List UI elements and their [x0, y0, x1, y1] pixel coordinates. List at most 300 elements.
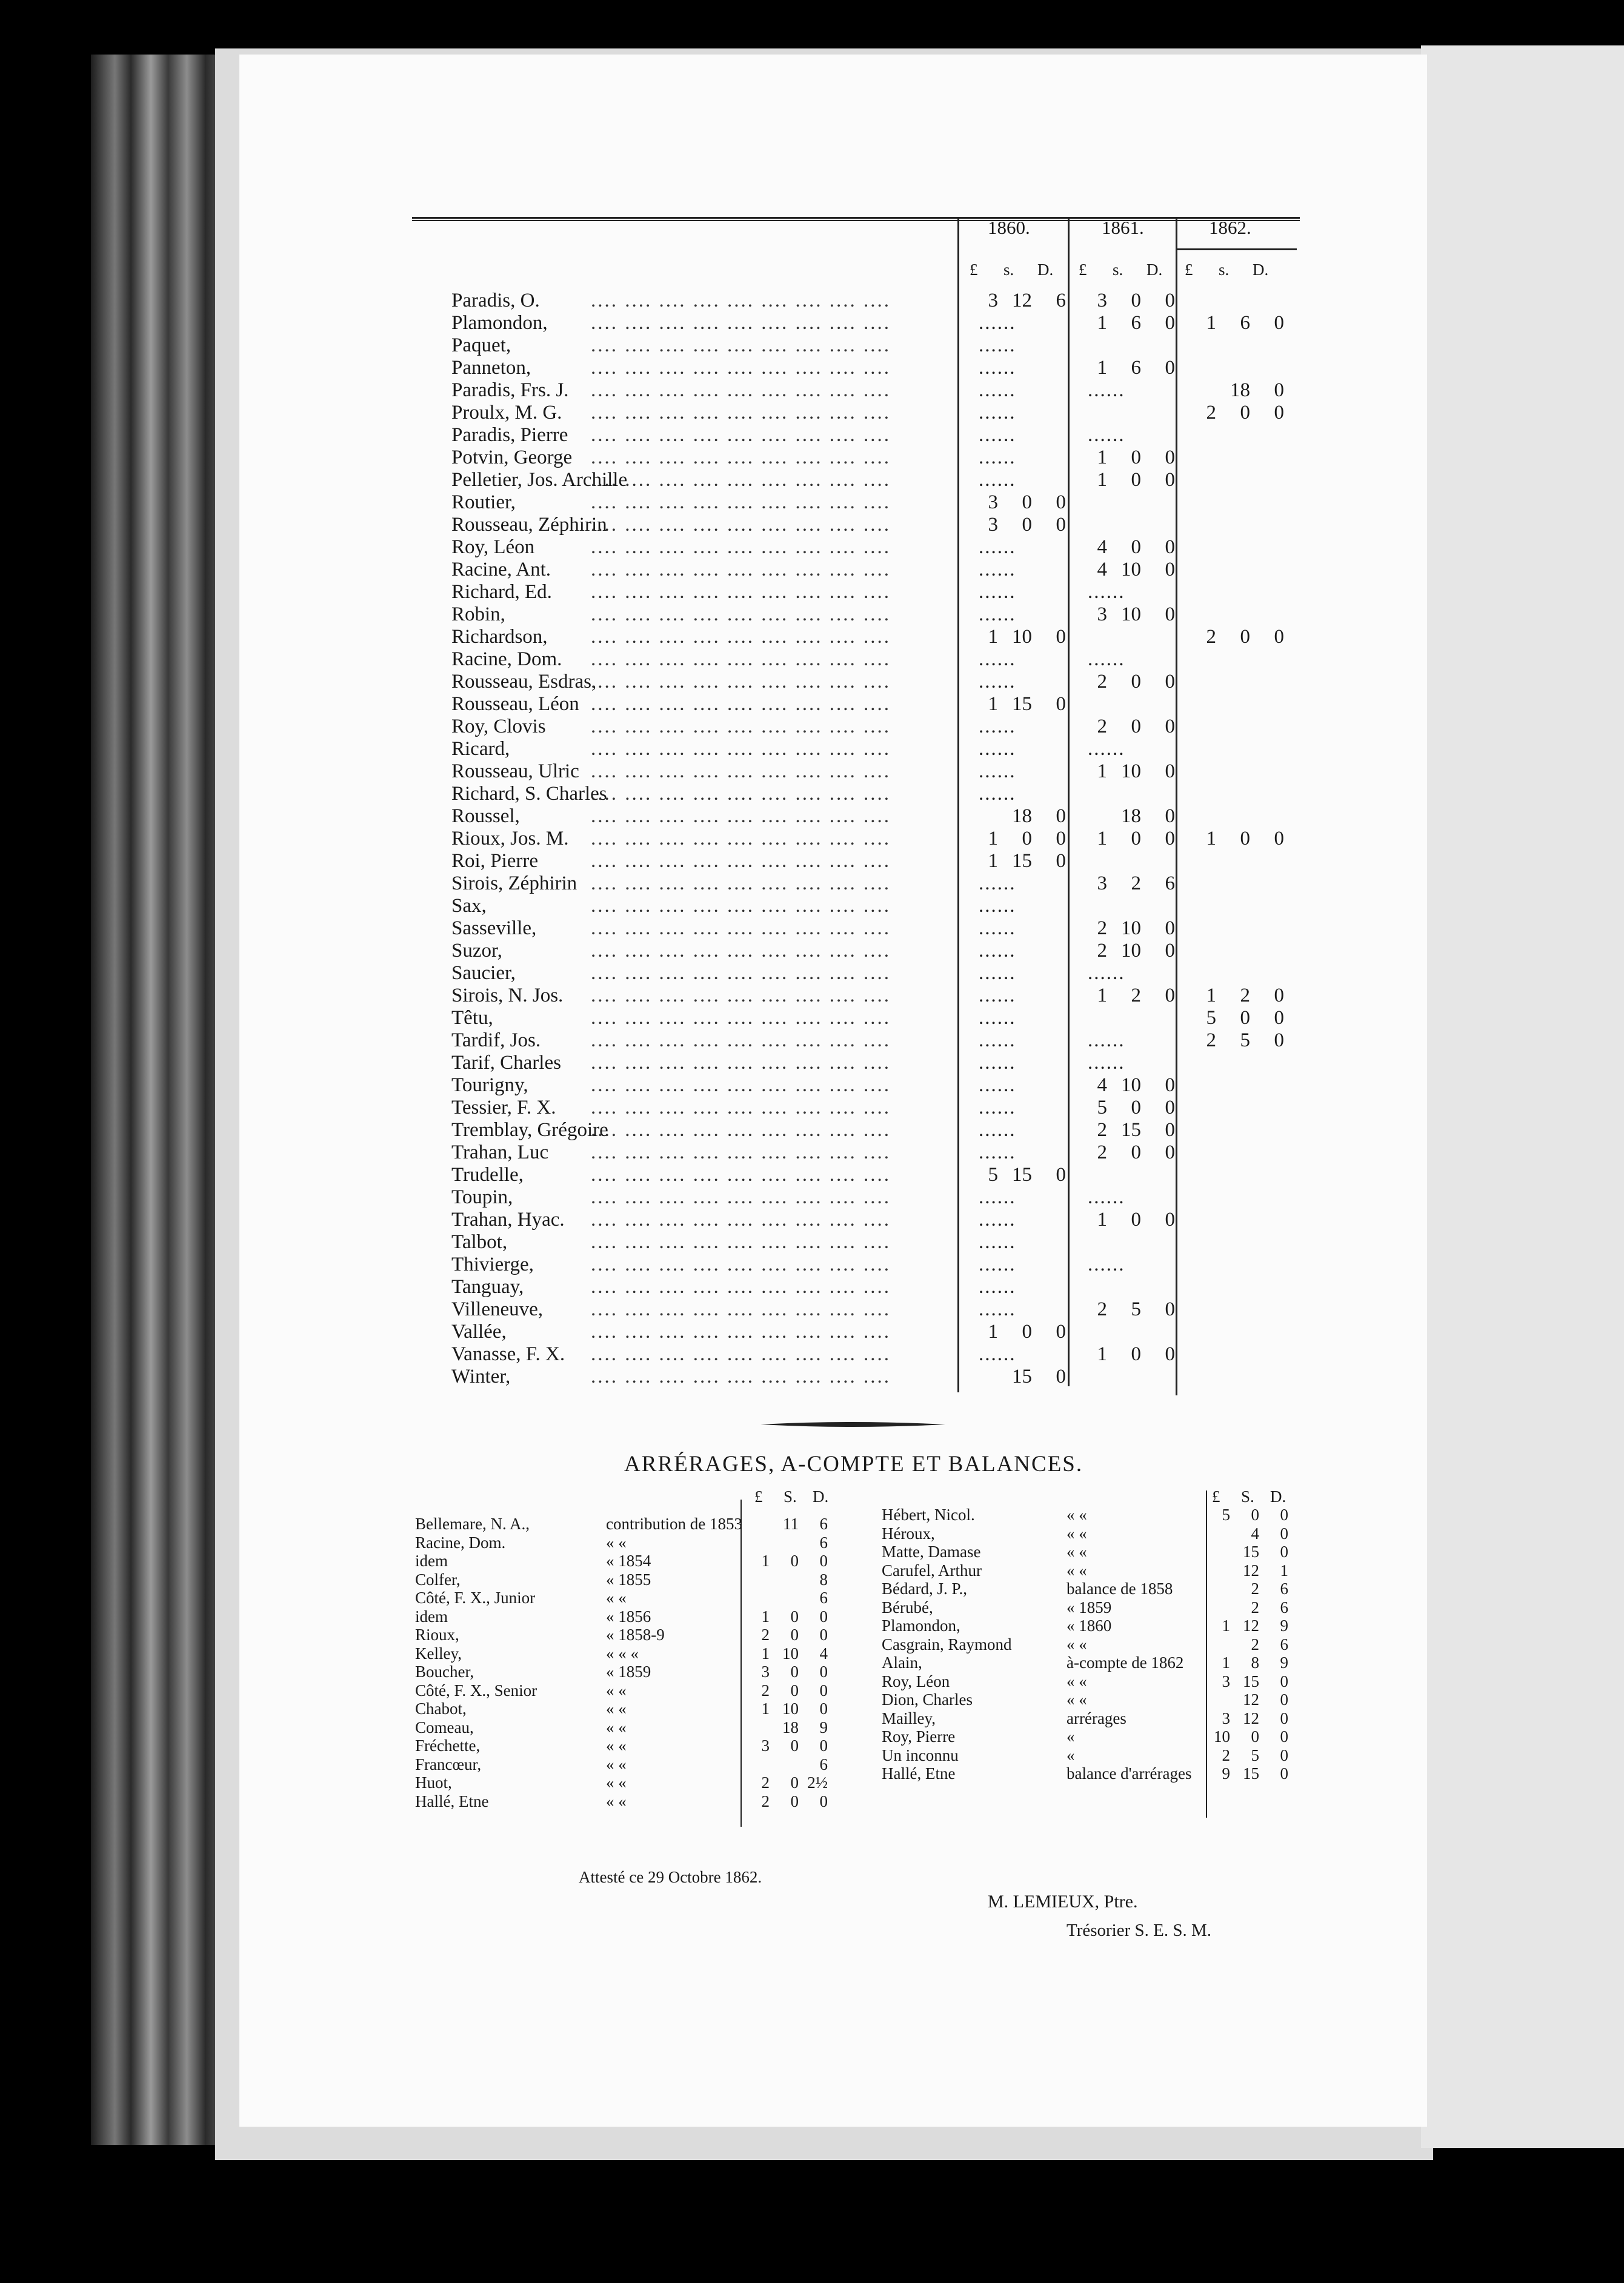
- entry-name: Rioux,: [415, 1626, 459, 1644]
- shillings: 5: [1251, 1746, 1259, 1764]
- blank-dots: ......: [979, 1231, 1016, 1253]
- amount-c2: [1088, 962, 1125, 985]
- shillings: 0: [1131, 290, 1141, 311]
- dot-leader: .... .... .... .... .... .... .... .... ....: [591, 1231, 891, 1253]
- amount-c2: [1088, 1007, 1175, 1029]
- entry-name: Chabot,: [415, 1700, 467, 1718]
- unit-label: s.: [1113, 261, 1123, 279]
- pence: 0: [1165, 357, 1175, 379]
- shillings: 2: [1251, 1598, 1259, 1617]
- amount-c1: [979, 1119, 1016, 1142]
- entry-note: « 1854: [606, 1552, 651, 1570]
- entry-note: « 1856: [606, 1607, 651, 1626]
- shillings: 2: [1131, 872, 1141, 894]
- blank-dots: ......: [979, 648, 1016, 670]
- table-row: [451, 1276, 1324, 1298]
- pence: 0: [1165, 1074, 1175, 1096]
- entry-note: « 1859: [1067, 1598, 1112, 1617]
- table-row: [451, 1366, 1324, 1388]
- shillings: 0: [1240, 402, 1250, 424]
- amount-c3: [1197, 334, 1284, 357]
- pounds: 1: [1206, 985, 1216, 1006]
- list-item: [882, 1561, 1354, 1580]
- amount-c1: [979, 603, 1016, 626]
- pence: 0: [819, 1792, 828, 1810]
- shillings: 10: [1121, 760, 1141, 782]
- amount-c1: [979, 1097, 1016, 1119]
- amount-c3: [1197, 603, 1284, 626]
- amount-c1: [979, 760, 1016, 783]
- row-name: Villeneuve,: [451, 1298, 544, 1320]
- dot-leader: .... .... .... .... .... .... .... .... ....: [591, 1298, 891, 1320]
- amount-c3: [1197, 940, 1284, 962]
- pence: 0: [1165, 671, 1175, 693]
- blank-dots: ......: [979, 783, 1016, 805]
- blank-dots: ......: [1088, 648, 1125, 670]
- table-row: [451, 1321, 1324, 1343]
- row-name: Tessier, F. X.: [451, 1097, 556, 1118]
- unit-label: £: [754, 1487, 763, 1506]
- pounds: 2: [1206, 1029, 1216, 1051]
- dot-leader: .... .... .... .... .... .... .... .... ....: [591, 447, 891, 468]
- pounds: 1: [1097, 985, 1107, 1006]
- amount-c3: [1197, 1254, 1284, 1276]
- blank-dots: ......: [979, 536, 1016, 558]
- shillings: 18: [782, 1718, 799, 1736]
- dot-leader: .... .... .... .... .... .... .... .... ....: [591, 648, 891, 670]
- blank-dots: ......: [979, 671, 1016, 693]
- header-rule: [412, 217, 1300, 221]
- entry-name: Boucher,: [415, 1663, 474, 1681]
- amount-c1: [979, 536, 1016, 559]
- blank-dots: ......: [979, 581, 1016, 603]
- pence: 4: [819, 1644, 828, 1663]
- row-name: Sirois, N. Jos.: [451, 985, 564, 1006]
- pence: 0: [1280, 1543, 1288, 1561]
- row-name: Paquet,: [451, 334, 511, 356]
- dot-leader: .... .... .... .... .... .... .... .... ....: [591, 1186, 891, 1208]
- dot-leader: .... .... .... .... .... .... .... .... ....: [591, 402, 891, 424]
- amount-c1: [979, 962, 1016, 985]
- pounds: 2: [1097, 716, 1107, 737]
- shillings: 12: [1243, 1709, 1259, 1727]
- shillings: 0: [1022, 1321, 1032, 1343]
- table-row: [451, 559, 1324, 581]
- amount-c2: [1088, 760, 1175, 783]
- shillings: 0: [1131, 469, 1141, 491]
- entry-note: à-compte de 1862: [1067, 1653, 1184, 1672]
- amount-c2: [1088, 379, 1125, 402]
- amount-c1: [979, 559, 1016, 581]
- blank-dots: ......: [979, 447, 1016, 468]
- entry-name: Roy, Léon: [882, 1672, 950, 1690]
- shillings: 0: [790, 1773, 799, 1792]
- entry-note: «: [1067, 1727, 1075, 1746]
- entry-name: Héroux,: [882, 1524, 935, 1543]
- row-name: Rousseau, Léon: [451, 693, 579, 715]
- row-name: Roi, Pierre: [451, 850, 538, 872]
- pounds: 1: [761, 1607, 770, 1626]
- list-item: [415, 1773, 888, 1792]
- row-name: Trudelle,: [451, 1164, 524, 1186]
- shillings: 15: [1121, 1119, 1141, 1141]
- amount-c2: [1088, 603, 1175, 626]
- shillings: 0: [1251, 1506, 1259, 1524]
- row-name: Rousseau, Esdras,: [451, 671, 597, 693]
- amount-c2: [1088, 1029, 1125, 1052]
- dot-leader: .... .... .... .... .... .... .... .... ....: [591, 940, 891, 962]
- blank-dots: ......: [979, 424, 1016, 446]
- pounds: 2: [1097, 671, 1107, 693]
- amount-c2: [1088, 312, 1175, 334]
- amount-c1: [979, 581, 1016, 603]
- amount-c3: [1197, 962, 1284, 985]
- amount-c2: [1088, 402, 1175, 424]
- row-name: Robin,: [451, 603, 505, 625]
- entry-name: Dion, Charles: [882, 1690, 973, 1709]
- shillings: 6: [1131, 357, 1141, 379]
- shillings: 0: [790, 1736, 799, 1755]
- shillings: 0: [1240, 1007, 1250, 1029]
- row-name: Vallée,: [451, 1321, 507, 1343]
- shillings: 0: [790, 1626, 799, 1644]
- row-name: Paradis, Frs. J.: [451, 379, 569, 401]
- row-name: Rioux, Jos. M.: [451, 828, 569, 849]
- amount-c1: [979, 738, 1016, 760]
- amount-c1: [979, 1186, 1016, 1209]
- unit-label: D.: [1146, 261, 1163, 279]
- blank-dots: ......: [979, 559, 1016, 580]
- row-name: Sasseville,: [451, 917, 537, 939]
- amount-c1: [979, 716, 1016, 738]
- entry-note: « «: [1067, 1506, 1087, 1524]
- table-row: [451, 379, 1324, 402]
- amount-c2: [1088, 469, 1175, 491]
- table-row: [451, 850, 1324, 872]
- pence: 0: [1165, 940, 1175, 962]
- table-row: [451, 491, 1324, 514]
- dot-leader: .... .... .... .... .... .... .... .... ....: [591, 1074, 891, 1096]
- shillings: 2: [1251, 1635, 1259, 1653]
- pence: 0: [1165, 603, 1175, 625]
- table-row: [451, 985, 1324, 1007]
- amount-c3: [1197, 469, 1284, 491]
- entry-note: « «: [606, 1755, 627, 1773]
- blank-dots: ......: [979, 312, 1016, 334]
- list-item: [882, 1580, 1354, 1598]
- unit-label: £: [1185, 261, 1193, 279]
- pounds: 5: [1097, 1097, 1107, 1118]
- entry-note: « «: [1067, 1672, 1087, 1690]
- pence: 0: [819, 1663, 828, 1681]
- amount-c2: [1088, 828, 1175, 850]
- amount-c3: [1197, 917, 1284, 940]
- amount-c3: [1197, 1007, 1284, 1029]
- amount-c3: [1197, 828, 1284, 850]
- amount-c1: [979, 1164, 1066, 1186]
- blank-dots: ......: [979, 1209, 1016, 1231]
- list-item: [415, 1589, 888, 1607]
- facing-page: [1421, 45, 1624, 2148]
- amount-c1: [979, 693, 1066, 716]
- pence: 0: [1056, 626, 1066, 648]
- pounds: 1: [1206, 312, 1216, 334]
- blank-dots: ......: [979, 962, 1016, 984]
- row-name: Talbot,: [451, 1231, 508, 1253]
- pounds: 9: [1222, 1764, 1230, 1783]
- dot-leader: .... .... .... .... .... .... .... .... ....: [591, 469, 891, 491]
- amount-c3: [1197, 805, 1284, 828]
- pence: 0: [1165, 536, 1175, 558]
- pounds: 1: [988, 828, 998, 849]
- list-item: [415, 1570, 888, 1589]
- amount-c3: [1197, 716, 1284, 738]
- pounds: 1: [1097, 1343, 1107, 1365]
- shillings: 0: [1251, 1727, 1259, 1746]
- pence: 9: [1280, 1617, 1288, 1635]
- pence: 0: [1056, 693, 1066, 715]
- pence: 0: [1274, 402, 1284, 424]
- pounds: 1: [1097, 357, 1107, 379]
- table-row: [451, 1074, 1324, 1097]
- list-item: [882, 1764, 1354, 1783]
- signature-role: Trésorier S. E. S. M.: [1067, 1921, 1212, 1940]
- amount-c2: [1088, 850, 1175, 872]
- amount-c3: [1197, 895, 1284, 917]
- amount-c3: [1197, 312, 1284, 334]
- dot-leader: .... .... .... .... .... .... .... .... ....: [591, 491, 891, 513]
- blank-dots: ......: [979, 1254, 1016, 1275]
- amount-c1: [979, 985, 1016, 1007]
- amount-c1: [979, 648, 1016, 671]
- blank-dots: ......: [979, 895, 1016, 917]
- amount-c2: [1088, 1074, 1175, 1097]
- table-row: [451, 1298, 1324, 1321]
- row-name: Tremblay, Grégoire: [451, 1119, 608, 1141]
- list-item: [882, 1653, 1354, 1672]
- amount-c3: [1197, 1052, 1284, 1074]
- amount-c2: [1088, 447, 1175, 469]
- shillings: 0: [1131, 447, 1141, 468]
- pence: 6: [1280, 1635, 1288, 1653]
- dot-leader: .... .... .... .... .... .... .... .... ....: [591, 514, 891, 536]
- list-item: [882, 1524, 1354, 1543]
- row-name: Pelletier, Jos. Archille: [451, 469, 628, 491]
- dot-leader: .... .... .... .... .... .... .... .... ....: [591, 536, 891, 558]
- amount-c3: [1197, 671, 1284, 693]
- amount-c3: [1197, 1119, 1284, 1142]
- table-row: [451, 783, 1324, 805]
- pence: 0: [1280, 1764, 1288, 1783]
- pence: 0: [1165, 447, 1175, 468]
- pence: 0: [819, 1681, 828, 1700]
- year-1860: 1860.: [988, 217, 1030, 238]
- amount-c1: [979, 1029, 1016, 1052]
- entry-note: arrérages: [1067, 1709, 1126, 1727]
- amount-c1: [979, 424, 1016, 447]
- entry-note: « «: [606, 1589, 627, 1607]
- table-row: [451, 1186, 1324, 1209]
- amount-c2: [1088, 1321, 1175, 1343]
- amount-c1: [979, 626, 1066, 648]
- list-item: [882, 1635, 1354, 1653]
- pounds: 1: [1206, 828, 1216, 849]
- shillings: 18: [1012, 805, 1032, 827]
- column-rule: [1206, 1490, 1207, 1818]
- table-row: [451, 760, 1324, 783]
- entry-note: « «: [1067, 1635, 1087, 1653]
- row-name: Panneton,: [451, 357, 531, 379]
- blank-dots: ......: [979, 1119, 1016, 1141]
- table-row: [451, 1254, 1324, 1276]
- pounds: 1: [988, 1321, 998, 1343]
- amount-c2: [1088, 895, 1175, 917]
- amount-c3: [1197, 693, 1284, 716]
- pence: 0: [1165, 559, 1175, 580]
- blank-dots: ......: [979, 872, 1016, 894]
- table-row: [451, 1052, 1324, 1074]
- pence: 0: [819, 1700, 828, 1718]
- row-name: Trahan, Luc: [451, 1142, 549, 1163]
- shillings: 8: [1251, 1653, 1259, 1672]
- signature: M. LEMIEUX, Ptre.: [988, 1892, 1138, 1912]
- pounds: 2: [1097, 1298, 1107, 1320]
- amount-c1: [979, 828, 1066, 850]
- dot-leader: .... .... .... .... .... .... .... .... ....: [591, 290, 891, 311]
- shillings: 12: [1243, 1617, 1259, 1635]
- table-row: [451, 1029, 1324, 1052]
- pence: 0: [1280, 1524, 1288, 1543]
- column-rule: [740, 1500, 742, 1827]
- row-name: Proulx, M. G.: [451, 402, 562, 424]
- pence: 6: [1056, 290, 1066, 311]
- entry-note: contribution de 1853: [606, 1515, 742, 1533]
- pounds: 4: [1097, 536, 1107, 558]
- amount-c3: [1197, 1209, 1284, 1231]
- list-item: [415, 1515, 888, 1533]
- blank-dots: ......: [979, 1343, 1016, 1365]
- amount-c2: [1088, 693, 1175, 716]
- amount-c2: [1088, 1343, 1175, 1366]
- table-row: [451, 671, 1324, 693]
- amount-c2: [1088, 671, 1175, 693]
- blank-dots: ......: [979, 402, 1016, 424]
- pounds: 1: [761, 1700, 770, 1718]
- unit-label: D.: [813, 1487, 829, 1506]
- pence: 0: [819, 1736, 828, 1755]
- entry-name: Bédard, J. P.,: [882, 1580, 967, 1598]
- row-name: Vanasse, F. X.: [451, 1343, 565, 1365]
- amount-c3: [1197, 783, 1284, 805]
- table-row: [451, 940, 1324, 962]
- pence: 6: [1280, 1580, 1288, 1598]
- blank-dots: ......: [979, 1097, 1016, 1118]
- shillings: 10: [1121, 917, 1141, 939]
- entry-note: « «: [606, 1736, 627, 1755]
- shillings: 12: [1243, 1561, 1259, 1580]
- pence: 0: [819, 1626, 828, 1644]
- list-item: [415, 1700, 888, 1718]
- entry-note: « «: [606, 1718, 627, 1736]
- pence: 0: [1165, 805, 1175, 827]
- table-row: [451, 334, 1324, 357]
- list-item: [882, 1746, 1354, 1764]
- pounds: 3: [988, 290, 998, 311]
- blank-dots: ......: [979, 357, 1016, 379]
- amount-c1: [979, 850, 1066, 872]
- pence: 0: [1056, 828, 1066, 849]
- dot-leader: .... .... .... .... .... .... .... .... ....: [591, 1097, 891, 1118]
- pounds: 1: [1222, 1617, 1230, 1635]
- dot-leader: .... .... .... .... .... .... .... .... ....: [591, 805, 891, 827]
- list-item: [882, 1709, 1354, 1727]
- blank-dots: ......: [1088, 379, 1125, 401]
- amount-c2: [1088, 514, 1175, 536]
- shillings: 0: [790, 1681, 799, 1700]
- blank-dots: ......: [979, 760, 1016, 782]
- pence: 0: [1056, 805, 1066, 827]
- amount-c1: [979, 1007, 1016, 1029]
- blank-dots: ......: [979, 334, 1016, 356]
- amount-c1: [979, 1298, 1016, 1321]
- entry-name: Mailley,: [882, 1709, 936, 1727]
- entry-note: balance d'arrérages: [1067, 1764, 1192, 1783]
- amount-c2: [1088, 536, 1175, 559]
- blank-dots: ......: [979, 1007, 1016, 1029]
- pence: 0: [1165, 1298, 1175, 1320]
- row-name: Tanguay,: [451, 1276, 524, 1298]
- arrerages-title: ARRÉRAGES, A-COMPTE ET BALANCES.: [624, 1452, 1083, 1477]
- amount-c1: [979, 357, 1016, 379]
- pounds: 4: [1097, 1074, 1107, 1096]
- amount-c2: [1088, 1366, 1175, 1388]
- amount-c2: [1088, 716, 1175, 738]
- amount-c1: [979, 1074, 1016, 1097]
- pence: 0: [1165, 469, 1175, 491]
- amount-c1: [979, 514, 1066, 536]
- pence: 0: [1165, 312, 1175, 334]
- dot-leader: .... .... .... .... .... .... .... .... ....: [591, 962, 891, 984]
- blank-dots: ......: [1088, 1186, 1125, 1208]
- amount-c3: [1197, 1321, 1284, 1343]
- row-name: Richard, Ed.: [451, 581, 552, 603]
- amount-c2: [1088, 940, 1175, 962]
- entry-note: « «: [606, 1700, 627, 1718]
- amount-c3: [1197, 447, 1284, 469]
- amount-c1: [979, 917, 1016, 940]
- amount-c1: [979, 940, 1016, 962]
- row-name: Paradis, Pierre: [451, 424, 568, 446]
- dot-leader: .... .... .... .... .... .... .... .... ....: [591, 917, 891, 939]
- unit-label: £: [970, 261, 978, 279]
- pounds: 4: [1097, 559, 1107, 580]
- entry-name: Côté, F. X., Senior: [415, 1681, 537, 1700]
- list-item: [415, 1534, 888, 1552]
- entry-name: Hébert, Nicol.: [882, 1506, 975, 1524]
- shillings: 10: [782, 1644, 799, 1663]
- entry-note: « «: [606, 1792, 627, 1810]
- entry-name: Carufel, Arthur: [882, 1561, 982, 1580]
- amount-c1: [979, 872, 1016, 895]
- pence: 6: [819, 1533, 828, 1552]
- amount-c1: [979, 671, 1016, 693]
- pounds: 3: [1097, 603, 1107, 625]
- unit-label: s.: [1003, 261, 1014, 279]
- pence: 0: [1280, 1709, 1288, 1727]
- blank-dots: ......: [1088, 962, 1125, 984]
- list-item: [415, 1755, 888, 1773]
- table-row: [451, 312, 1324, 334]
